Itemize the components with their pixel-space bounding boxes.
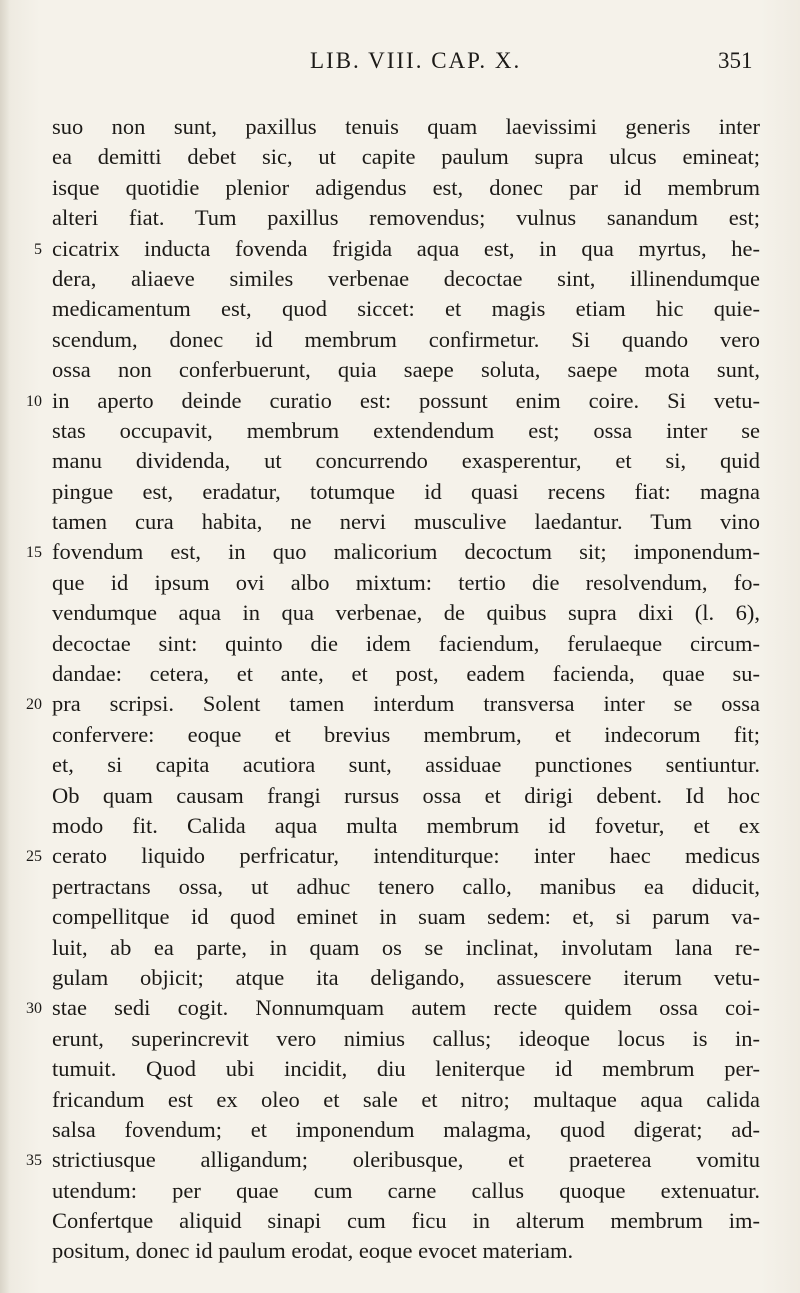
line-text: cicatrix inducta fovenda frigida aqua est, in qua myrtus, he- — [52, 235, 760, 261]
line-text: fricandum est ex oleo et sale et nitro; multaque aqua calida — [52, 1086, 760, 1112]
line-text: manu dividenda, ut concurrendo exasperentur, et si, quid — [52, 448, 760, 474]
line-text: tamen cura habita, ne nervi musculive laedantur. Tum vino — [52, 509, 760, 535]
text-line — [0, 933, 800, 963]
text-line — [0, 659, 800, 689]
text-line — [0, 203, 800, 233]
line-text: pingue est, eradatur, totumque id quasi recens fiat: magna — [52, 478, 760, 504]
line-text: suo non sunt, paxillus tenuis quam laevissimi generis inter — [52, 114, 760, 139]
line-text: medicamentum est, quod siccet: et magis etiam hic quie- — [52, 296, 760, 322]
text-line — [0, 1085, 800, 1115]
text-line — [0, 142, 800, 172]
line-text: ea demitti debet sic, ut capite paulum supra ulcus emineat; — [52, 144, 760, 170]
text-line — [0, 1024, 800, 1054]
text-line — [0, 1176, 800, 1206]
line-text: cerato liquido perfricatur, intenditurque: inter haec medicus — [52, 843, 760, 869]
page-number: 351 — [718, 48, 753, 73]
line-text: Ob quam causam frangi rursus ossa et dirigi debent. Id hoc — [52, 782, 760, 808]
line-text: tumuit. Quod ubi incidit, diu leniterque id membrum per- — [52, 1056, 760, 1082]
line-number: 15 — [26, 544, 42, 562]
text-line — [0, 477, 800, 507]
line-text: erunt, superincrevit vero nimius callus; ideoque locus is in- — [52, 1025, 760, 1051]
line-text: in aperto deinde curatio est: possunt enim coire. Si vetu- — [52, 387, 760, 413]
text-line — [0, 841, 800, 871]
text-line — [0, 446, 800, 476]
text-line — [0, 963, 800, 993]
text-line — [0, 993, 800, 1023]
line-text: et, si capita acutiora sunt, assiduae punctiones sentiuntur. — [52, 752, 760, 778]
text-line — [0, 598, 800, 628]
text-line — [0, 416, 800, 446]
line-text: dera, aliaeve similes verbenae decoctae sint, illinendumque — [52, 265, 760, 291]
text-line — [0, 386, 800, 416]
line-text: dandae: cetera, et ante, et post, eadem facienda, quae su- — [52, 661, 760, 687]
text-line — [0, 1206, 800, 1236]
line-text: luit, ab ea parte, in quam os se inclinat, involutam lana re- — [52, 934, 760, 960]
line-number: 20 — [26, 696, 42, 714]
text-line — [0, 112, 800, 142]
text-line — [0, 325, 800, 355]
line-text: que id ipsum ovi albo mixtum: tertio die resolvendum, fo- — [52, 569, 760, 595]
line-text: compellitque id quod eminet in suam sedem: et, si parum va- — [52, 904, 760, 930]
line-text: utendum: per quae cum carne callus quoque extenuatur. — [52, 1177, 760, 1203]
text-line — [0, 234, 800, 264]
line-number: 10 — [26, 392, 42, 410]
line-text: strictiusque alligandum; oleribusque, et praeterea vomitu — [52, 1147, 760, 1173]
body-text — [0, 112, 800, 1267]
line-text: confervere: eoque et brevius membrum, et indecorum fit; — [52, 721, 760, 747]
line-number: 5 — [34, 240, 42, 258]
text-line — [0, 1236, 800, 1266]
line-number: 25 — [26, 848, 42, 866]
text-line — [0, 294, 800, 324]
text-line — [0, 902, 800, 932]
line-text: gulam objicit; atque ita deligando, assuescere iterum vetu- — [52, 964, 760, 990]
line-text: ossa non conferbuerunt, quia saepe soluta, saepe mota sunt, — [52, 357, 760, 383]
text-line — [0, 720, 800, 750]
line-text: alteri fiat. Tum paxillus removendus; vulnus sanandum est; — [52, 205, 760, 231]
text-line — [0, 872, 800, 902]
text-line — [0, 750, 800, 780]
text-line — [0, 568, 800, 598]
line-number: 30 — [26, 1000, 42, 1018]
text-line — [0, 811, 800, 841]
line-text: pra scripsi. Solent tamen interdum transversa inter se ossa — [52, 691, 760, 717]
text-line — [0, 689, 800, 719]
text-line — [0, 629, 800, 659]
page-header — [0, 48, 800, 84]
line-text: Confertque aliquid sinapi cum ficu in alterum membrum im- — [52, 1208, 760, 1234]
running-head: LIB. VIII. CAP. X. — [310, 48, 522, 73]
line-text: pertractans ossa, ut adhuc tenero callo, manibus ea diducit, — [52, 873, 760, 899]
text-line — [0, 507, 800, 537]
text-line — [0, 1054, 800, 1084]
line-text: positum, donec id paulum erodat, eoque evocet materiam. — [52, 1238, 574, 1264]
text-line — [0, 264, 800, 294]
line-text: salsa fovendum; et imponendum malagma, quod digerat; ad- — [52, 1116, 760, 1142]
text-line — [0, 781, 800, 811]
line-text: scendum, donec id membrum confirmetur. Si quando vero — [52, 326, 760, 352]
line-text: fovendum est, in quo malicorium decoctum sit; imponendum- — [52, 539, 760, 565]
line-text: isque quotidie plenior adigendus est, donec par id membrum — [52, 174, 760, 200]
line-text: decoctae sint: quinto die idem faciendum, ferulaeque circum- — [52, 630, 760, 656]
line-text: stae sedi cogit. Nonnumquam autem recte quidem ossa coi- — [52, 995, 760, 1021]
line-number: 35 — [26, 1152, 42, 1170]
line-text: modo fit. Calida aqua multa membrum id fovetur, et ex — [52, 812, 760, 838]
text-line — [0, 173, 800, 203]
line-text: stas occupavit, membrum extendendum est; ossa inter se — [52, 417, 760, 443]
text-line — [0, 537, 800, 567]
text-line — [0, 355, 800, 385]
text-line — [0, 1115, 800, 1145]
line-text: vendumque aqua in qua verbenae, de quibus supra dixi (l. 6), — [52, 600, 760, 626]
text-line — [0, 1145, 800, 1175]
